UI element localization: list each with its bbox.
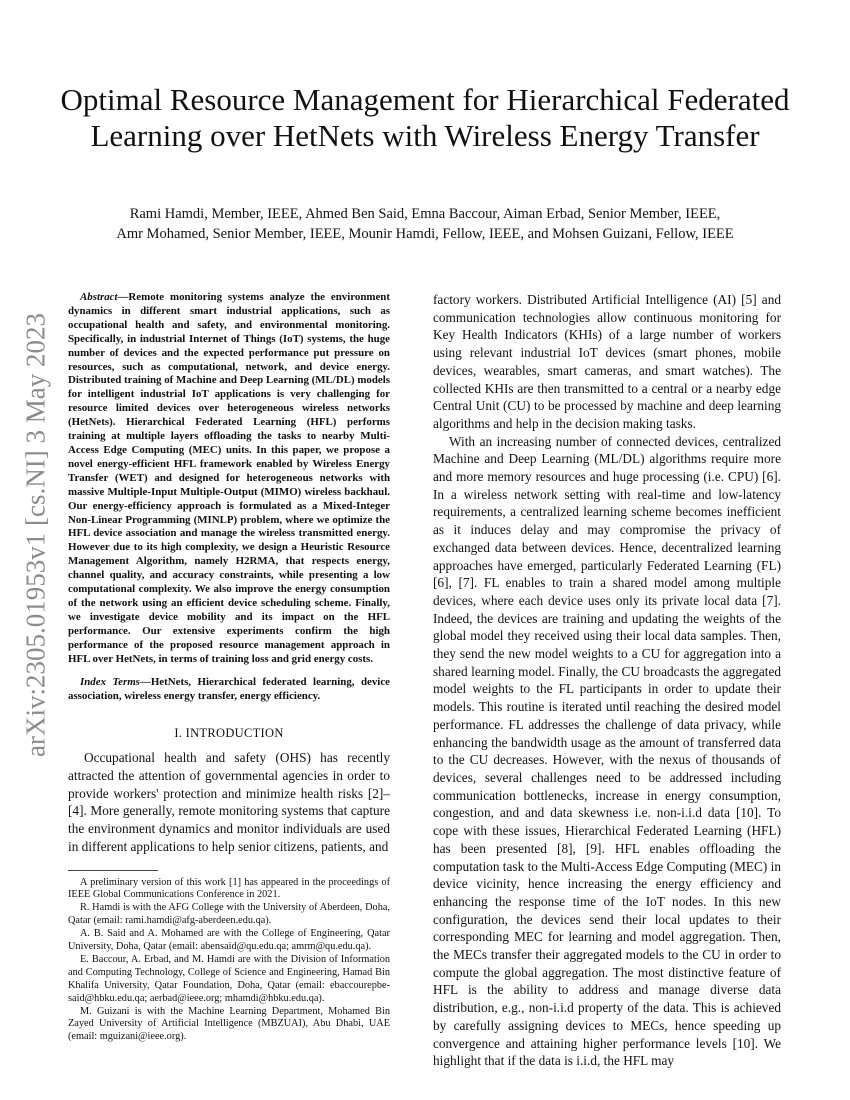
footnote-hamdi: R. Hamdi is with the AFG College with the University of Aberdeen, Doha, Qatar (email: rami.hamdi@afg-aberdeen.edu.qa). (68, 902, 390, 927)
abstract-dash: — (117, 291, 129, 303)
index-terms-label: Index Terms (80, 676, 140, 689)
left-column (68, 291, 390, 1051)
footnote-divider (68, 870, 158, 871)
right-column (433, 291, 781, 1069)
footnote-said-mohamed: A. B. Said and A. Mohamed are with the College of Engineering, Qatar University, Doha, Qatar (email: abensaid@qu.edu.qa; amrm@qu.edu.qa). (68, 928, 390, 953)
intro-paragraph-1: Occupational health and safety (OHS) has recently attracted the attention of governmental agencies in order to provide workers' protection and minimize health risks [2]–[4]. More generally, remote monitoring systems that capture the environment dynamics and monitor individuals are used in different applications to help senior citizens, patients, and (68, 750, 390, 854)
paper-title: Optimal Resource Management for Hierarchical Federated Learning over HetNets with Wireless Energy Transfer (60, 82, 790, 153)
footnote-baccour-erbad-hamdi: E. Baccour, A. Erbad, and M. Hamdi are with the Division of Information and Computing Technology, College of Science and Engineering, Hamad Bin Khalifa University, Qatar Foundation, Doha, Qatar (email: ebaccourepbe-said@hbku.edu.qa; aerbad@ieee.org; mhamdi@hbku.edu.qa). (68, 953, 390, 1004)
arxiv-watermark (16, 300, 56, 770)
intro-paragraph-1-continued: factory workers. Distributed Artificial Intelligence (AI) [5] and communication technologies allow continuous monitoring for Key Health Indicators (KHIs) of a large number of workers using relevant industrial IoT devices (smart phones, mobile devices, wearables, smart cameras, and smart watches). The collected KHIs are then transmitted to a central or a nearby edge Central Unit (CU) to be processed by machine and deep learning algorithms and help in the decision making tasks. (433, 292, 781, 431)
section-heading-introduction: I. INTRODUCTION (174, 726, 284, 741)
footnote-guizani: M. Guizani is with the Machine Learning Department, Mohamed Bin Zayed University of Artificial Intelligence (MBZUAI), Abu Dhabi, UAE (email: mguizani@ieee.org). (68, 1005, 390, 1043)
author-line-1: Rami Hamdi, Member, IEEE, Ahmed Ben Said, Emna Baccour, Aiman Erbad, Senior Member, IEEE, (129, 206, 721, 222)
index-terms-dash: — (139, 676, 151, 689)
index-terms (68, 676, 390, 704)
abstract (68, 291, 390, 666)
footnotes (68, 877, 390, 1045)
author-line-2: Amr Mohamed, Senior Member, IEEE, Mounir Hamdi, Fellow, IEEE, and Mohsen Guizani, Fellow, IEEE (116, 226, 734, 242)
abstract-text: Remote monitoring systems analyze the environment dynamics in different smart industrial applications, such as occupational health and safety, and environmental monitoring. Specifically, in industrial Internet of Things (IoT) systems, the huge number of devices and the expected performance put pressure on resources, such as computational, network, and device energy. Distributed training of Machine and Deep Learning (ML/DL) models for intelligent industrial IoT applications is very challenging for resource limited devices over heterogeneous wireless networks (HetNets). Hierarchical Federated Learning (HFL) performs training at multiple layers offloading the tasks to nearby Multi-Access Edge Computing (MEC) units. In this paper, we propose a novel energy-efficient HFL framework enabled by Wireless Energy Transfer (WET) and designed for heterogeneous networks with massive Multiple-Input Multiple-Output (MIMO) wireless backhaul. Our energy-efficiency approach is formulated as a Mixed-Integer Non-Linear Programming (MINLP) problem, where we optimize the HFL device association and manage the wireless transmitted energy. However due to its high complexity, we design a Heuristic Resource Management Algorithm, namely H2RMA, that respects energy, channel quality, and accuracy constraints, while presenting a low computational complexity. We also improve the energy consumption of the network using an efficient device scheduling scheme. Finally, we investigate device mobility and its impact on the HFL performance. Our extensive experiments confirm the high performance of the proposed resource management approach in HFL over HetNets, in terms of training loss and grid energy costs. (68, 291, 390, 665)
footnote-preliminary: A preliminary version of this work [1] has appeared in the proceedings of IEEE Global Communications Conference in 2021. (68, 876, 390, 901)
author-list (40, 204, 810, 244)
arxiv-identifier: arXiv:2305.01953v1 [cs.NI] 3 May 2023 (20, 313, 51, 757)
abstract-label: Abstract (80, 291, 118, 303)
intro-paragraph-2: With an increasing number of connected devices, centralized Machine and Deep Learning (ML/DL) algorithms require more and more memory resources and huge processing (i.e. CPU) [6]. In a wireless network setting with real-time and low-latency requirements, a centralized learning scheme becomes inefficient as it induces delay and may compromise the privacy of exchanged data between devices. Hence, decentralized learning approaches have emerged, particularly Federated Learning (FL) [6], [7]. FL enables to train a shared model among multiple devices, where each device uses only its private local data [7]. Indeed, the devices are training and updating the weights of the global model they received using their local data samples. Then, they send the new model weights to a CU for aggregation into a shared learning model. Finally, the CU broadcasts the aggregated model weights to the FL participants in order to update their models. This routine is iterated until reaching the desired model performance. FL addresses the challenge of data privacy, while enhancing the bandwidth usage as the amount of transferred data to the CU decreases. However, with the nexus of thousands of devices, several challenges need to be addressed including communication bottlenecks, increase in energy consumption, congestion, and and data skewness i.e. non-i.i.d data [10]. To cope with these issues, Hierarchical Federated Learning (HFL) has been presented [8], [9]. HFL enables offloading the computation task to the Multi-Access Edge Computing (MEC) in device vicinity, hence increasing the energy efficiency and enhancing the response time of the IoT nodes. In this new configuration, the devices send their local updates to their corresponding MEC for learning and model aggregation. Then, the MECs transfer their aggregated models to the CU in order to compute the global aggregation. The most distinctive feature of HFL is the ability to address and manage diverse data distribution, e.g., non-i.i.d property of the data. This is achieved by carefully assigning devices to MECs, hence speeding up convergence and attaining higher performance levels [10]. We highlight that if the data is i.i.d, the HFL may (433, 433, 781, 1069)
index-terms-text: HetNets, Hierarchical federated learning, device association, wireless energy transfer, energy efficiency. (68, 676, 390, 703)
